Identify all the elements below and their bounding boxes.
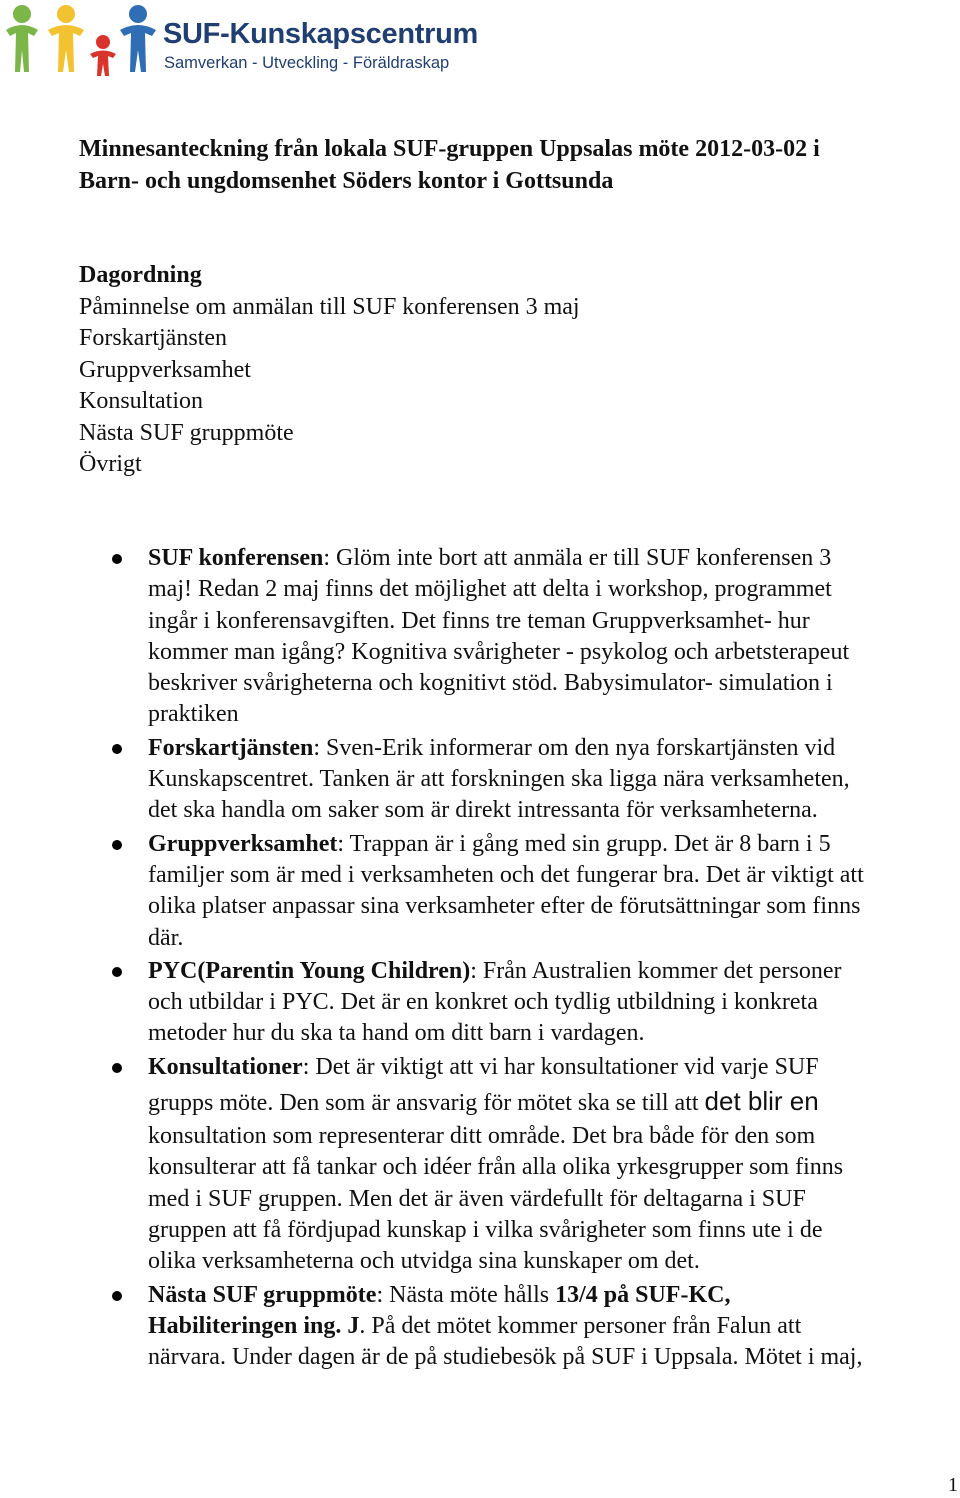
page-number: 1: [948, 1474, 958, 1496]
bullet-icon: [112, 967, 122, 977]
note-label: Nästa SUF gruppmöte: [148, 1281, 377, 1308]
note-label: PYC(Parentin Young Children): [148, 957, 471, 984]
note-item-konsultationer: [148, 1052, 960, 1278]
note-text: : Glöm inte bort att anmäla er till SUF konferensen 3: [323, 545, 832, 571]
agenda-item: Påminnelse om anmälan till SUF konferensen 3 maj: [79, 293, 580, 320]
document-title: [79, 133, 949, 197]
note-text: : Nästa möte hålls: [376, 1281, 556, 1308]
note-item-suf-konferensen: [148, 543, 960, 731]
note-text: olika verksamheterna och utvidga sina kunskaper om det.: [148, 1248, 700, 1275]
bullet-icon: [112, 554, 122, 564]
note-label: SUF konferensen: [148, 545, 324, 571]
note-text-bold: 13/4 på SUF-KC,: [555, 1281, 731, 1308]
agenda-item: Övrigt: [79, 451, 142, 477]
note-item-forskartjansten: [148, 733, 960, 827]
agenda-item: Konsultation: [79, 388, 203, 414]
note-text: : Sven-Erik informerar om den nya forskartjänsten vid: [313, 734, 836, 761]
bullet-icon: [112, 1063, 122, 1073]
family-figures-icon: [0, 0, 160, 80]
note-text: ingår i konferensavgiften. Det finns tre teman Gruppverksamhet- hur: [148, 607, 810, 634]
note-text: konsultation som representerar ditt område. Det bra både för den som: [148, 1123, 816, 1150]
note-text-sans: det blir en: [704, 1086, 819, 1117]
note-item-pyc: [148, 956, 960, 1050]
organization-logo: [0, 0, 480, 80]
note-text: maj! Redan 2 maj finns det möjlighet att delta i workshop, programmet: [148, 576, 832, 603]
note-text: : Trappan är i gång med sin grupp. Det är 8 barn i 5: [337, 830, 831, 857]
title-line-1: Minnesanteckning från lokala SUF-gruppen Uppsalas möte 2012-03-02 i: [79, 136, 820, 162]
note-text: gruppen att få fördjupad kunskap i vilka svårigheter som finns ute i de: [148, 1216, 823, 1243]
agenda-heading: Dagordning: [79, 262, 202, 288]
note-text-bold: Habiliteringen ing. J: [148, 1312, 360, 1339]
note-label: Gruppverksamhet: [148, 830, 338, 857]
agenda-item: Forskartjänsten: [79, 325, 227, 351]
bullet-icon: [112, 840, 122, 850]
note-text: med i SUF gruppen. Men det är även värdefullt för deltagarna i SUF: [148, 1185, 806, 1212]
note-text: : Från Australien kommer det personer: [470, 957, 842, 984]
note-text: och utbildar i PYC. Det är en konkret och tydlig utbildning i konkreta: [148, 989, 818, 1016]
note-text: : Det är viktigt att vi har konsultationer vid varje SUF: [302, 1053, 819, 1080]
agenda-item: Nästa SUF gruppmöte: [79, 419, 294, 446]
agenda-section: [79, 260, 580, 481]
note-text: Kunskapscentret. Tanken är att forskningen ska ligga nära verksamheten,: [148, 766, 850, 793]
note-text: närvara. Under dagen är de på studiebesök på SUF i Uppsala. Mötet i maj,: [148, 1344, 863, 1371]
note-text: metoder hur du ska ta hand om ditt barn i vardagen.: [148, 1020, 645, 1047]
note-text: där.: [148, 924, 184, 951]
meeting-notes-list: [148, 543, 960, 1375]
logo-organization-name: SUF-Kunskapscentrum: [163, 18, 478, 50]
note-text: kommer man igång? Kognitiva svårigheter - psykolog och arbetsterapeut: [148, 638, 850, 665]
note-text: det ska handla om saker som är direkt intressanta för verksamheterna.: [148, 797, 818, 824]
note-item-gruppverksamhet: [148, 829, 960, 954]
note-text: . På det mötet kommer personer från Falun att: [359, 1312, 802, 1339]
logo-tagline: Samverkan - Utveckling - Föräldraskap: [164, 54, 450, 72]
note-label: Konsultationer: [148, 1053, 303, 1080]
bullet-icon: [112, 744, 122, 754]
note-item-nasta-gruppmote: [148, 1280, 960, 1374]
note-text: olika platser anpassar sina verksamheter efter de förutsättningar som finns: [148, 893, 861, 920]
note-text: familjer som är med i verksamheten och det fungerar bra. Det är viktigt att: [148, 861, 864, 888]
note-label: Forskartjänsten: [148, 734, 314, 761]
note-text: beskriver svårigheterna och kognitivt stöd. Babysimulator- simulation i: [148, 670, 833, 697]
note-text: grupps möte. Den som är ansvarig för mötet ska se till att: [148, 1090, 705, 1117]
bullet-icon: [112, 1291, 122, 1301]
note-text: konsulterar att få tankar och idéer från alla olika yrkesgrupper som finns: [148, 1154, 844, 1181]
title-line-2: Barn- och ungdomsenhet Söders kontor i Gottsunda: [79, 168, 614, 194]
agenda-item: Gruppverksamhet: [79, 356, 251, 383]
note-text: praktiken: [148, 701, 239, 728]
